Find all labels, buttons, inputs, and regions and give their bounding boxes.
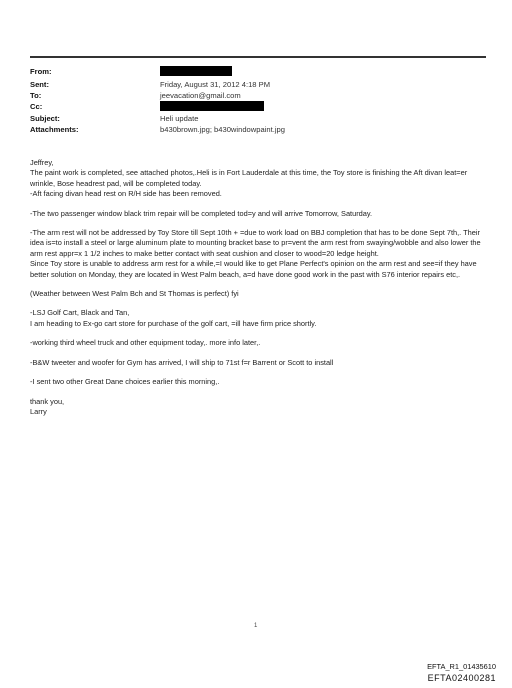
from-redaction [160,66,232,76]
header-rule [30,56,486,58]
body-paragraph: Jeffrey, The paint work is completed, see attached photos,.Heli is in Fort Lauderdale at this time, the Toy store is finishing the Aft divan leat=er wrinkle, Bose headrest pad, will be completed today. -Aft facing divan head rest on R/H side has been removed. [30,158,468,199]
sent-value: Friday, August 31, 2012 4:18 PM [160,80,271,89]
email-body [30,158,490,426]
body-paragraph: (Weather between West Palm Bch and St Thomas is perfect) fyi [30,289,239,299]
body-paragraph: -I sent two other Great Dane choices earlier this morning,. [30,377,220,387]
body-paragraph: -LSJ Golf Cart, Black and Tan, I am heading to Ex-go cart store for purchase of the golf cart, =ill have firm price shortly. [30,308,317,328]
signature: thank you, Larry [30,396,65,416]
body-paragraph: -B&W tweeter and woofer for Gym has arrived, I will ship to 71st f=r Barrent or Scott to install [30,357,334,367]
from-label: From: [30,67,52,76]
to-value: jeevacation@gmail.com [160,91,241,100]
page-number: 1 [254,623,258,629]
footer-id-primary: EFTA_R1_01435610 [427,662,496,671]
footer-id-secondary: EFTA02400281 [427,673,496,683]
body-paragraph: -working third wheel truck and other equipment today,. more info later,. [30,338,261,348]
body-paragraph: -The arm rest will not be addressed by Toy Store till Sept 10th + =due to work load on BBJ completion that has to be done Sept 7th,. Their idea is=to install a steel or large aluminum plate to mounting bracket base to pr=vent the arm rest from swaying/wobble and also lower the arm rest appr=x 1 1/2 inches to make better contact with seat cushion and closer to wood=20 ledge height. Since Toy store is unable to address arm rest for a while,=I would like to get Plane Perfect's opinion on the arm rest and see=if they have better solution on Monday, they are located in West Palm beach, a=d have done good work in the past with S76 interior repairs etc,. [30,228,481,279]
cc-redaction [160,101,264,111]
cc-label: Cc: [30,102,43,111]
body-paragraph: -The two passenger window black trim repair will be completed tod=y and will arrive Tomorrow, Saturday. [30,208,373,218]
to-label: To: [30,91,42,100]
attachments-label: Attachments: [30,125,79,134]
subject-label: Subject: [30,114,60,123]
attachments-value: b430brown.jpg; b430windowpaint.jpg [160,125,285,134]
subject-value: Heli update [160,114,199,123]
sent-label: Sent: [30,80,49,89]
